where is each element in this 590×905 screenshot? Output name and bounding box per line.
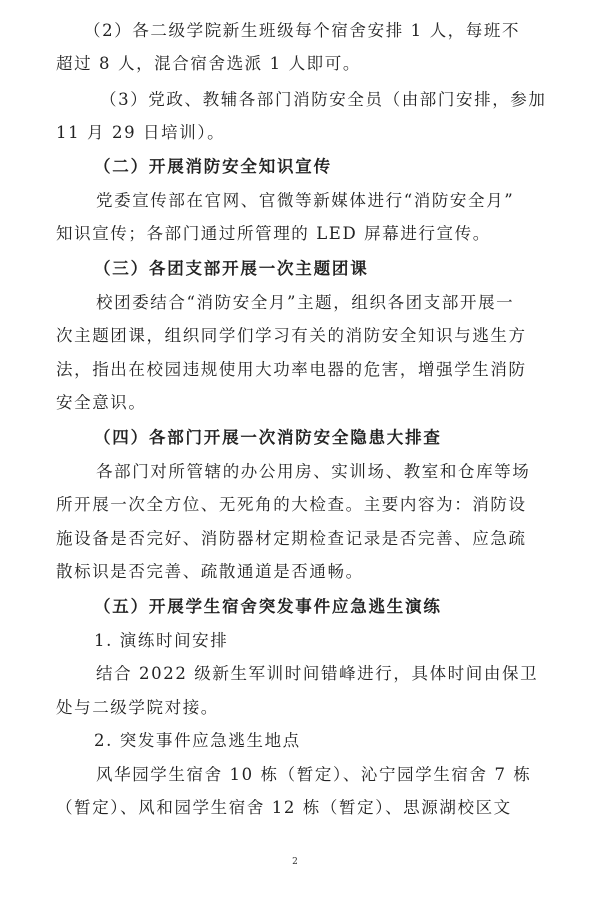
section-heading: （四）各部门开展一次消防安全隐患大排查: [94, 428, 442, 447]
body-line: （2）各二级学院新生班级每个宿舍安排 1 人，每班不: [84, 21, 521, 40]
body-line: （暂定）、风和园学生宿舍 12 栋（暂定）、思源湖校区文: [56, 798, 512, 817]
body-line: 超过 8 人，混合宿舍选派 1 人即可。: [56, 54, 361, 73]
body-line: 安全意识。: [56, 393, 147, 412]
body-line: 所开展一次全方位、无死角的大检查。主要内容为：消防设: [56, 495, 527, 514]
body-line: 知识宣传；各部门通过所管理的 LED 屏幕进行宣传。: [56, 224, 491, 243]
body-line: （3）党政、教辅各部门消防安全员（由部门安排，参加: [100, 90, 547, 109]
section-heading: （五）开展学生宿舍突发事件应急逃生演练: [94, 597, 442, 616]
sub-heading: 1. 演练时间安排: [94, 631, 229, 650]
body-line: 次主题团课，组织同学们学习有关的消防安全知识与逃生方: [56, 326, 527, 345]
body-line: 处与二级学院对接。: [56, 698, 219, 717]
body-line: 党委宣传部在官网、官微等新媒体进行“消防安全月”: [96, 191, 515, 210]
section-heading: （二）开展消防安全知识宣传: [94, 157, 332, 176]
section-heading: （三）各团支部开展一次主题团课: [94, 259, 369, 278]
body-line: 校团委结合“消防安全月”主题，组织各团支部开展一: [96, 293, 515, 312]
page-number: 2: [292, 857, 298, 867]
body-line: 结合 2022 级新生军训时间错峰进行，具体时间由保卫: [96, 664, 539, 683]
body-line: 11 月 29 日培训）。: [56, 123, 226, 142]
body-line: 施设备是否完好、消防器材定期检查记录是否完善、应急疏: [56, 529, 527, 548]
body-line: 各部门对所管辖的办公用房、实训场、教室和仓库等场: [96, 462, 531, 481]
body-line: 散标识是否完善、疏散通道是否通畅。: [56, 562, 364, 581]
sub-heading: 2. 突发事件应急逃生地点: [94, 731, 301, 750]
body-line: 风华园学生宿舍 10 栋（暂定）、沁宁园学生宿舍 7 栋: [96, 765, 532, 784]
body-line: 法，指出在校园违规使用大功率电器的危害，增强学生消防: [56, 360, 527, 379]
